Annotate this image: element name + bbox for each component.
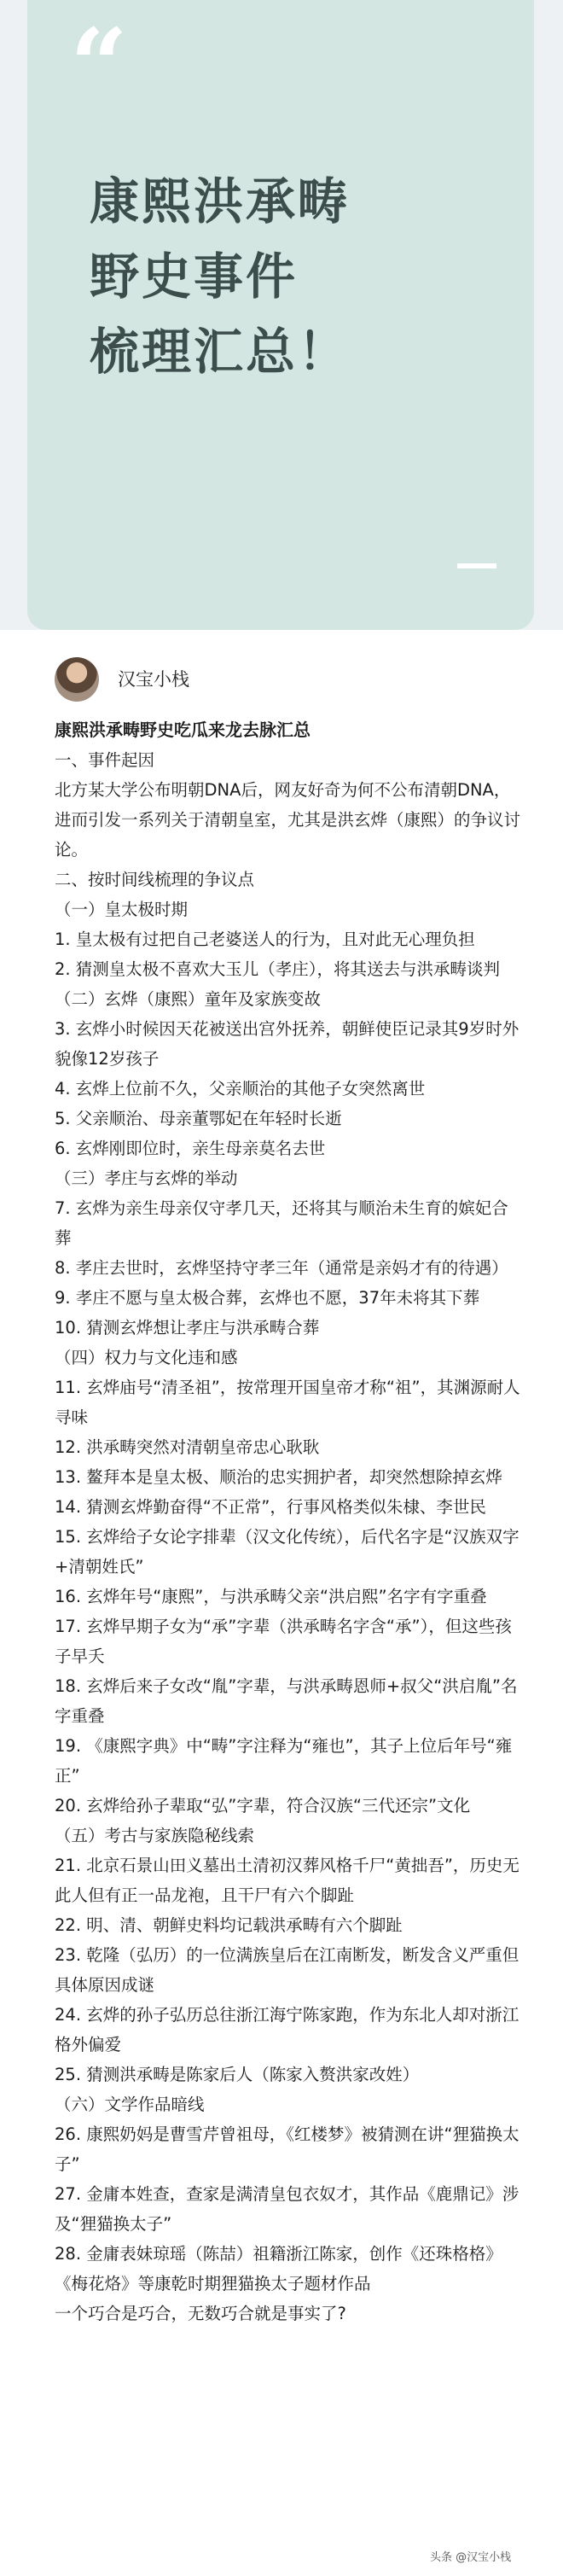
article <box>55 715 522 2328</box>
article-line: 27. 金庸本姓查，查家是满清皇包衣奴才，其作品《鹿鼎记》涉及“狸猫换太子” <box>55 2184 519 2234</box>
article-line: 1. 皇太极有过把自己老婆送人的行为，且对此无心理负担 <box>55 930 475 949</box>
article-heading: 康熙洪承畴野史吃瓜来龙去脉汇总 <box>55 720 311 740</box>
article-line: （二）玄烨（康熙）童年及家族变故 <box>55 989 322 1009</box>
article-line: （一）皇太极时期 <box>55 900 189 919</box>
article-line: 15. 玄烨给子女论字排辈（汉文化传统），后代名字是“汉族双字+清朝姓氏” <box>55 1527 519 1576</box>
article-line: 22. 明、清、朝鲜史料均记载洪承畴有六个脚趾 <box>55 1915 403 1935</box>
cover-title-line-2: 野史事件 <box>90 248 299 306</box>
article-line: 5. 父亲顺治、母亲董鄂妃在年轻时长逝 <box>55 1109 342 1128</box>
quote-mark: “ <box>70 6 128 125</box>
article-line: （六）文学作品暗线 <box>55 2095 205 2114</box>
article-line: 26. 康熙奶妈是曹雪芹曾祖母，《红楼梦》被猜测在讲“狸猫换太子” <box>55 2124 519 2174</box>
article-line: 20. 玄烨给孙子辈取“弘”字辈，符合汉族“三代还宗”文化 <box>55 1796 471 1815</box>
article-line: 16. 玄烨年号“康熙”，与洪承畴父亲“洪启熙”名字有字重叠 <box>55 1587 487 1606</box>
article-line: 9. 孝庄不愿与皇太极合葬，玄烨也不愿，37年未将其下葬 <box>55 1288 480 1308</box>
article-line: 二、按时间线梳理的争议点 <box>55 870 255 889</box>
article-line: 25. 猜测洪承畴是陈家后人（陈家入赘洪家改姓） <box>55 2065 420 2084</box>
article-line: 13. 鳌拜本是皇太极、顺治的忠实拥护者，却突然想除掉玄烨 <box>55 1467 502 1487</box>
article-line: 24. 玄烨的孙子弘历总往浙江海宁陈家跑，作为东北人却对浙江格外偏爱 <box>55 2005 519 2054</box>
watermark: 头条 @汉宝小栈 <box>430 2551 512 2564</box>
article-line: 7. 玄烨为亲生母亲仅守孝几天，还将其与顺治未生育的嫔妃合葬 <box>55 1198 508 1248</box>
cover-accent-bar <box>457 563 496 568</box>
article-line: 12. 洪承畴突然对清朝皇帝忠心耿耿 <box>55 1437 320 1457</box>
article-line: （五）考古与家族隐秘线索 <box>55 1826 255 1845</box>
cover-title-line-1: 康熙洪承畴 <box>90 172 351 230</box>
article-line: 11. 玄烨庙号“清圣祖”，按常理开国皇帝才称“祖”，其渊源耐人寻味 <box>55 1378 520 1427</box>
author-name[interactable]: 汉宝小栈 <box>118 669 189 690</box>
article-line: 18. 玄烨后来子女改“胤”字辈，与洪承畴恩师+叔父“洪启胤”名字重叠 <box>55 1676 518 1726</box>
article-line: 17. 玄烨早期子女为“承”字辈（洪承畴名字含“承”），但这些孩子早夭 <box>55 1617 512 1666</box>
cover-title <box>90 164 350 389</box>
cover-title-line-3: 梳理汇总！ <box>90 323 351 381</box>
article-line: 4. 玄烨上位前不久，父亲顺治的其他子女突然离世 <box>55 1079 426 1099</box>
article-line: 6. 玄烨刚即位时，亲生母亲莫名去世 <box>55 1139 326 1158</box>
article-line: （三）孝庄与玄烨的举动 <box>55 1169 238 1188</box>
article-line: 10. 猜测玄烨想让孝庄与洪承畴合葬 <box>55 1318 320 1338</box>
avatar[interactable] <box>55 657 99 702</box>
article-line: 北方某大学公布明朝DNA后，网友好奇为何不公布清朝DNA，进而引发一系列关于清朝皇室，尤其是洪玄烨（康熙）的争议讨论。 <box>55 780 521 860</box>
article-line: 14. 猜测玄烨勤奋得“不正常”，行事风格类似朱棣、李世民 <box>55 1497 486 1517</box>
article-line: 28. 金庸表妹琼瑶（陈喆）祖籍浙江陈家，创作《还珠格格》《梅花烙》等康乾时期狸猫换太子题材作品 <box>55 2244 502 2293</box>
article-line: 2. 猜测皇太极不喜欢大玉儿（孝庄），将其送去与洪承畴谈判 <box>55 959 501 979</box>
article-line: 8. 孝庄去世时，玄烨坚持守孝三年（通常是亲妈才有的待遇） <box>55 1258 508 1278</box>
article-line: 19. 《康熙字典》中“畴”字注释为“雍也”，其子上位后年号“雍正” <box>55 1736 513 1786</box>
article-lines <box>55 745 522 2328</box>
article-line: 23. 乾隆（弘历）的一位满族皇后在江南断发，断发含义严重但具体原因成谜 <box>55 1945 519 1995</box>
article-line: 一、事件起因 <box>55 750 155 770</box>
article-line: （四）权力与文化违和感 <box>55 1348 238 1367</box>
article-line: 一个巧合是巧合，无数巧合就是事实了? <box>55 2304 346 2323</box>
article-line: 21. 北京石景山田义墓出土清初汉葬风格千尸“黄拙吾”，历史无此人但有正一品龙袍，且干尸有六个脚趾 <box>55 1856 519 1905</box>
article-line: 3. 玄烨小时候因天花被送出宫外抚养，朝鲜使臣记录其9岁时外貌像12岁孩子 <box>55 1019 519 1069</box>
